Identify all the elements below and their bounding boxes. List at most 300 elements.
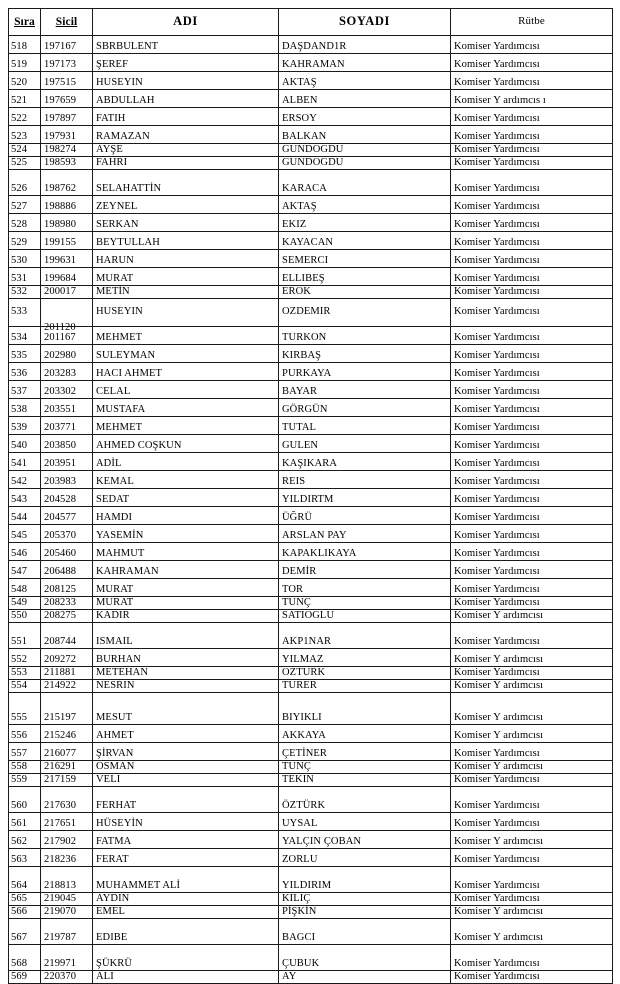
table-row <box>9 268 613 286</box>
cell-adi <box>93 680 279 693</box>
cell-soyadi <box>279 906 451 919</box>
cell-soyadi <box>279 286 451 299</box>
cell-rutbe <box>451 157 613 170</box>
table-row <box>9 743 613 761</box>
column-header-rutbe <box>451 9 613 36</box>
cell-soyadi <box>279 743 451 761</box>
table-row <box>9 90 613 108</box>
cell-rutbe <box>451 623 613 649</box>
cell-rutbe <box>451 525 613 543</box>
cell-sicil-text: 203302 <box>44 386 77 398</box>
cell-adi-text: MURAT <box>96 597 134 609</box>
cell-sicil-text: 203771 <box>44 422 77 434</box>
cell-rutbe <box>451 561 613 579</box>
cell-sicil <box>41 579 93 597</box>
cell-sicil-text: 216077 <box>44 748 77 760</box>
cell-sicil-text: 197897 <box>44 112 77 124</box>
cell-sira <box>9 435 41 453</box>
cell-adi-text: KADIR <box>96 610 130 622</box>
cell-soyadi-text: UYSAL <box>282 818 318 830</box>
cell-rutbe-text: Komiser Yardımcısı <box>454 286 540 298</box>
cell-sicil-text: 208744 <box>44 636 77 648</box>
cell-sira <box>9 286 41 299</box>
cell-sicil-text: 209272 <box>44 654 77 666</box>
cell-adi <box>93 54 279 72</box>
cell-soyadi <box>279 919 451 945</box>
cell-sira-text: 564 <box>11 880 28 892</box>
cell-rutbe-text: Komiser Yardımcısı <box>454 273 540 285</box>
cell-sicil <box>41 507 93 525</box>
cell-sicil-text: 206488 <box>44 566 77 578</box>
cell-sicil-text: 198762 <box>44 183 77 195</box>
cell-rutbe <box>451 399 613 417</box>
cell-adi-text: YASEMİN <box>96 530 144 542</box>
cell-adi <box>93 893 279 906</box>
cell-sira-text: 544 <box>11 512 28 524</box>
cell-adi <box>93 507 279 525</box>
cell-adi <box>93 743 279 761</box>
cell-adi-text: FERHAT <box>96 800 137 812</box>
cell-soyadi <box>279 849 451 867</box>
cell-soyadi-text: GUNDOGDU <box>282 144 344 155</box>
cell-sicil <box>41 849 93 867</box>
table-row <box>9 170 613 196</box>
cell-soyadi <box>279 72 451 90</box>
cell-soyadi-text: TUNÇ <box>282 597 311 609</box>
cell-adi-text: MURAT <box>96 273 134 285</box>
cell-sicil-text: 215246 <box>44 730 77 742</box>
cell-adi <box>93 435 279 453</box>
cell-sicil-text: 197173 <box>44 58 77 70</box>
cell-adi-text: BEYTULLAH <box>96 237 160 249</box>
cell-rutbe <box>451 507 613 525</box>
cell-rutbe <box>451 108 613 126</box>
cell-adi <box>93 561 279 579</box>
cell-adi-text: AYDIN <box>96 893 130 905</box>
cell-sicil <box>41 157 93 170</box>
table-row <box>9 299 613 327</box>
cell-sicil-text: 197931 <box>44 130 77 142</box>
table-row <box>9 693 613 725</box>
cell-adi-text: SELAHATTİN <box>96 183 162 195</box>
cell-rutbe <box>451 610 613 623</box>
cell-soyadi-text: TUNÇ <box>282 761 311 773</box>
cell-rutbe-text: Komiser Yardımcısı <box>454 422 540 434</box>
cell-sicil <box>41 471 93 489</box>
cell-rutbe <box>451 919 613 945</box>
cell-rutbe <box>451 126 613 144</box>
table-row <box>9 108 613 126</box>
cell-sicil <box>41 597 93 610</box>
cell-rutbe-text: Komiser Y ardımcısı <box>454 610 544 622</box>
cell-sira-text: 531 <box>11 273 28 285</box>
cell-soyadi <box>279 774 451 787</box>
cell-sira-text: 557 <box>11 748 28 760</box>
cell-sira-text: 530 <box>11 255 28 267</box>
cell-sicil <box>41 36 93 54</box>
cell-rutbe-text: Komiser Yardımcısı <box>454 201 540 213</box>
cell-sira-text: 537 <box>11 386 28 398</box>
cell-rutbe <box>451 597 613 610</box>
cell-adi-text: METEHAN <box>96 667 149 679</box>
cell-sicil <box>41 170 93 196</box>
cell-sira <box>9 453 41 471</box>
cell-rutbe <box>451 906 613 919</box>
cell-soyadi-text: PİŞKİN <box>282 906 317 918</box>
cell-sira-text: 534 <box>11 332 28 344</box>
cell-sira-text: 549 <box>11 597 28 609</box>
cell-sira <box>9 144 41 157</box>
cell-soyadi-text: TEKIN <box>282 774 314 786</box>
cell-soyadi <box>279 471 451 489</box>
cell-rutbe-text: Komiser Yardımcısı <box>454 971 540 983</box>
cell-rutbe <box>451 268 613 286</box>
cell-adi <box>93 649 279 667</box>
cell-soyadi-text: KAYACAN <box>282 237 334 249</box>
cell-soyadi <box>279 144 451 157</box>
cell-adi <box>93 725 279 743</box>
personnel-roster-table <box>8 8 613 984</box>
cell-sira-text: 547 <box>11 566 28 578</box>
table-row <box>9 761 613 774</box>
cell-adi-text: MEHMET <box>96 332 143 344</box>
cell-adi <box>93 867 279 893</box>
cell-rutbe <box>451 849 613 867</box>
column-header-adi-label: ADI <box>173 14 198 29</box>
cell-rutbe <box>451 787 613 813</box>
cell-rutbe-text: Komiser Y ardımcıs ı <box>454 94 546 106</box>
cell-soyadi <box>279 108 451 126</box>
cell-soyadi-text: ELLIBEŞ <box>282 273 325 285</box>
cell-soyadi <box>279 561 451 579</box>
cell-adi-text: ALI <box>96 971 114 983</box>
cell-sira-text: 542 <box>11 476 28 488</box>
cell-adi-text: SULEYMAN <box>96 350 156 362</box>
cell-sira <box>9 725 41 743</box>
cell-rutbe-text: Komiser Yardımcısı <box>454 440 540 452</box>
cell-soyadi-text: TURER <box>282 680 317 692</box>
cell-rutbe-text: Komiser Yardımcısı <box>454 880 540 892</box>
cell-adi-text: FATMA <box>96 836 132 848</box>
cell-sira-text: 555 <box>11 712 28 724</box>
cell-sira-text: 532 <box>11 286 28 298</box>
cell-sicil-text: 198980 <box>44 219 77 231</box>
cell-adi <box>93 363 279 381</box>
cell-adi-text: ABDULLAH <box>96 94 155 106</box>
cell-rutbe-text: Komiser Y ardımcısı <box>454 680 544 692</box>
cell-soyadi-text: AKKAYA <box>282 730 326 742</box>
cell-sicil <box>41 693 93 725</box>
cell-sicil <box>41 126 93 144</box>
table-row <box>9 680 613 693</box>
cell-adi <box>93 849 279 867</box>
cell-adi-text: RAMAZAN <box>96 130 150 142</box>
cell-soyadi <box>279 525 451 543</box>
cell-sicil-text: 203951 <box>44 458 77 470</box>
cell-sira-text: 527 <box>11 201 28 213</box>
cell-sicil <box>41 250 93 268</box>
table-header <box>9 9 613 36</box>
table-row <box>9 489 613 507</box>
column-header-sira-label: Sıra <box>14 15 35 28</box>
cell-rutbe <box>451 435 613 453</box>
cell-adi <box>93 170 279 196</box>
cell-sira <box>9 649 41 667</box>
cell-sira <box>9 743 41 761</box>
cell-sira-text: 551 <box>11 636 28 648</box>
table-row <box>9 787 613 813</box>
cell-sira-text: 526 <box>11 183 28 195</box>
cell-sicil-text: 217159 <box>44 774 77 786</box>
cell-adi <box>93 90 279 108</box>
cell-soyadi-text: PURKAYA <box>282 368 332 380</box>
cell-rutbe-text: Komiser Yardımcısı <box>454 368 540 380</box>
cell-rutbe <box>451 489 613 507</box>
cell-soyadi-text: ÜĞRÜ <box>282 512 313 524</box>
cell-sira <box>9 813 41 831</box>
cell-adi-text: SEDAT <box>96 494 130 506</box>
cell-soyadi-text: TOR <box>282 584 304 596</box>
cell-sira <box>9 561 41 579</box>
cell-sicil-text: 216291 <box>44 761 77 773</box>
cell-adi <box>93 693 279 725</box>
cell-rutbe <box>451 680 613 693</box>
cell-soyadi <box>279 623 451 649</box>
cell-sicil <box>41 831 93 849</box>
cell-sicil <box>41 90 93 108</box>
cell-sira-text: 561 <box>11 818 28 830</box>
cell-soyadi-text: ÖZTÜRK <box>282 800 326 812</box>
cell-adi-text: FERAT <box>96 854 129 866</box>
cell-adi-text: OSMAN <box>96 761 135 773</box>
cell-sicil <box>41 893 93 906</box>
cell-sira <box>9 906 41 919</box>
cell-soyadi <box>279 345 451 363</box>
cell-adi <box>93 157 279 170</box>
cell-rutbe-text: Komiser Yardımcısı <box>454 800 540 812</box>
header-row <box>9 9 613 36</box>
cell-rutbe-text: Komiser Yardımcısı <box>454 458 540 470</box>
cell-sira-text: 567 <box>11 932 28 944</box>
table-row <box>9 471 613 489</box>
cell-rutbe <box>451 893 613 906</box>
cell-sira <box>9 363 41 381</box>
cell-rutbe <box>451 761 613 774</box>
cell-sira-text: 524 <box>11 144 28 155</box>
cell-adi <box>93 919 279 945</box>
table-row <box>9 813 613 831</box>
cell-rutbe-text: Komiser Yardımcısı <box>454 748 540 760</box>
cell-rutbe <box>451 417 613 435</box>
cell-rutbe-text: Komiser Y ardımcısı <box>454 836 544 848</box>
cell-sicil <box>41 623 93 649</box>
cell-adi <box>93 36 279 54</box>
cell-rutbe-text: Komiser Y ardımcısı <box>454 712 544 724</box>
cell-sira-text: 560 <box>11 800 28 812</box>
cell-sicil-text: 199631 <box>44 255 77 267</box>
cell-soyadi-text: KARACA <box>282 183 327 195</box>
cell-sira-text: 541 <box>11 458 28 470</box>
cell-sicil <box>41 906 93 919</box>
cell-sira <box>9 170 41 196</box>
cell-soyadi-text: AKP1NAR <box>282 636 332 648</box>
cell-sira <box>9 579 41 597</box>
cell-sira-text: 546 <box>11 548 28 560</box>
cell-sicil <box>41 725 93 743</box>
cell-soyadi <box>279 867 451 893</box>
cell-soyadi-text: YALÇIN ÇOBAN <box>282 836 362 848</box>
cell-soyadi <box>279 725 451 743</box>
cell-sira <box>9 489 41 507</box>
table-row <box>9 144 613 157</box>
cell-sicil-text: 219045 <box>44 893 77 905</box>
cell-sira <box>9 787 41 813</box>
cell-adi <box>93 108 279 126</box>
table-row <box>9 849 613 867</box>
cell-sicil <box>41 363 93 381</box>
cell-sicil-text: 205460 <box>44 548 77 560</box>
cell-sicil <box>41 971 93 984</box>
cell-rutbe-text: Komiser Yardımcısı <box>454 40 540 52</box>
cell-sicil <box>41 232 93 250</box>
cell-sicil <box>41 919 93 945</box>
cell-sicil-text: 208275 <box>44 610 77 622</box>
cell-sicil-text: 204528 <box>44 494 77 506</box>
cell-adi-text: MUHAMMET ALİ <box>96 880 181 892</box>
cell-sira-text: 522 <box>11 112 28 124</box>
cell-sira <box>9 268 41 286</box>
cell-sicil-text: 201167 <box>44 332 76 344</box>
table-row <box>9 417 613 435</box>
cell-rutbe-text: Komiser Y ardımcısı <box>454 730 544 742</box>
table-row <box>9 381 613 399</box>
cell-sira-text: 566 <box>11 906 28 918</box>
cell-soyadi <box>279 90 451 108</box>
cell-rutbe-text: Komiser Yardımcısı <box>454 144 540 155</box>
cell-soyadi-text: BIYIKLI <box>282 712 322 724</box>
cell-sira <box>9 250 41 268</box>
cell-sicil-text: 198274 <box>44 144 77 155</box>
cell-sira <box>9 157 41 170</box>
table-row <box>9 126 613 144</box>
cell-sicil-text: 218236 <box>44 854 77 866</box>
cell-soyadi <box>279 268 451 286</box>
cell-rutbe-text: Komiser Yardımcısı <box>454 183 540 195</box>
cell-rutbe-text: Komiser Yardımcısı <box>454 350 540 362</box>
cell-rutbe-text: Komiser Yardımcısı <box>454 667 540 679</box>
table-row <box>9 610 613 623</box>
cell-rutbe-text: Komiser Yardımcısı <box>454 636 540 648</box>
cell-adi <box>93 268 279 286</box>
cell-sicil-text: 205370 <box>44 530 77 542</box>
cell-sicil <box>41 268 93 286</box>
cell-sira <box>9 214 41 232</box>
cell-soyadi-text: ARSLAN PAY <box>282 530 347 542</box>
cell-sira <box>9 232 41 250</box>
cell-soyadi <box>279 761 451 774</box>
cell-soyadi <box>279 543 451 561</box>
cell-soyadi-text: TURKON <box>282 332 327 344</box>
cell-adi-text: KAHRAMAN <box>96 566 159 578</box>
cell-rutbe <box>451 345 613 363</box>
cell-sira <box>9 667 41 680</box>
cell-soyadi-text: ÇETİNER <box>282 748 328 760</box>
cell-rutbe-text: Komiser Y ardımcısı <box>454 654 544 666</box>
cell-adi <box>93 831 279 849</box>
cell-sira-text: 529 <box>11 237 28 249</box>
cell-sicil <box>41 680 93 693</box>
cell-rutbe <box>451 471 613 489</box>
cell-sira-text: 563 <box>11 854 28 866</box>
cell-rutbe <box>451 667 613 680</box>
table-row <box>9 232 613 250</box>
cell-adi <box>93 471 279 489</box>
cell-adi <box>93 667 279 680</box>
cell-adi-text: HUSEYIN <box>96 306 143 318</box>
cell-sicil <box>41 489 93 507</box>
table-row <box>9 54 613 72</box>
cell-sicil <box>41 299 93 334</box>
cell-soyadi-text: ERSOY <box>282 112 317 124</box>
cell-rutbe-text: Komiser Yardımcısı <box>454 386 540 398</box>
cell-adi-text: HÜSEYİN <box>96 818 143 830</box>
cell-soyadi <box>279 489 451 507</box>
cell-adi-text: METİN <box>96 286 130 298</box>
cell-rutbe-text: Komiser Yardımcısı <box>454 597 540 609</box>
cell-adi <box>93 250 279 268</box>
cell-sira <box>9 525 41 543</box>
cell-sira-text: 543 <box>11 494 28 506</box>
cell-sira <box>9 693 41 725</box>
cell-adi <box>93 623 279 649</box>
cell-rutbe-text: Komiser Yardımcısı <box>454 893 540 905</box>
cell-rutbe <box>451 54 613 72</box>
column-header-sicil <box>41 9 93 36</box>
cell-soyadi-text: ÇUBUK <box>282 958 320 970</box>
table-row <box>9 507 613 525</box>
cell-adi-text: SERKAN <box>96 219 139 231</box>
cell-adi <box>93 453 279 471</box>
cell-sira <box>9 399 41 417</box>
cell-rutbe-text: Komiser Yardımcısı <box>454 219 540 231</box>
cell-rutbe-text: Komiser Yardımcısı <box>454 530 540 542</box>
cell-sicil-text: 203850 <box>44 440 77 452</box>
cell-rutbe-text: Komiser Yardımcısı <box>454 112 540 124</box>
table-body <box>9 36 613 984</box>
table-row <box>9 214 613 232</box>
cell-soyadi-text: AKTAŞ <box>282 201 317 213</box>
cell-rutbe-text: Komiser Yardımcısı <box>454 76 540 88</box>
cell-sicil-text: 203551 <box>44 404 77 416</box>
cell-sicil <box>41 453 93 471</box>
cell-rutbe <box>451 725 613 743</box>
cell-adi-text: NESRIN <box>96 680 135 692</box>
cell-adi-text: ISMAIL <box>96 636 133 648</box>
table-row <box>9 250 613 268</box>
cell-adi-text: BURHAN <box>96 654 141 666</box>
cell-adi-text: AYŞE <box>96 144 123 155</box>
table-row <box>9 945 613 971</box>
cell-sira-text: 554 <box>11 680 28 692</box>
cell-sicil <box>41 72 93 90</box>
cell-rutbe <box>451 36 613 54</box>
cell-sicil <box>41 561 93 579</box>
cell-rutbe-text: Komiser Yardımcısı <box>454 157 540 169</box>
cell-adi-text: FAHRI <box>96 157 128 169</box>
cell-sira <box>9 543 41 561</box>
cell-sicil <box>41 667 93 680</box>
cell-sira <box>9 196 41 214</box>
